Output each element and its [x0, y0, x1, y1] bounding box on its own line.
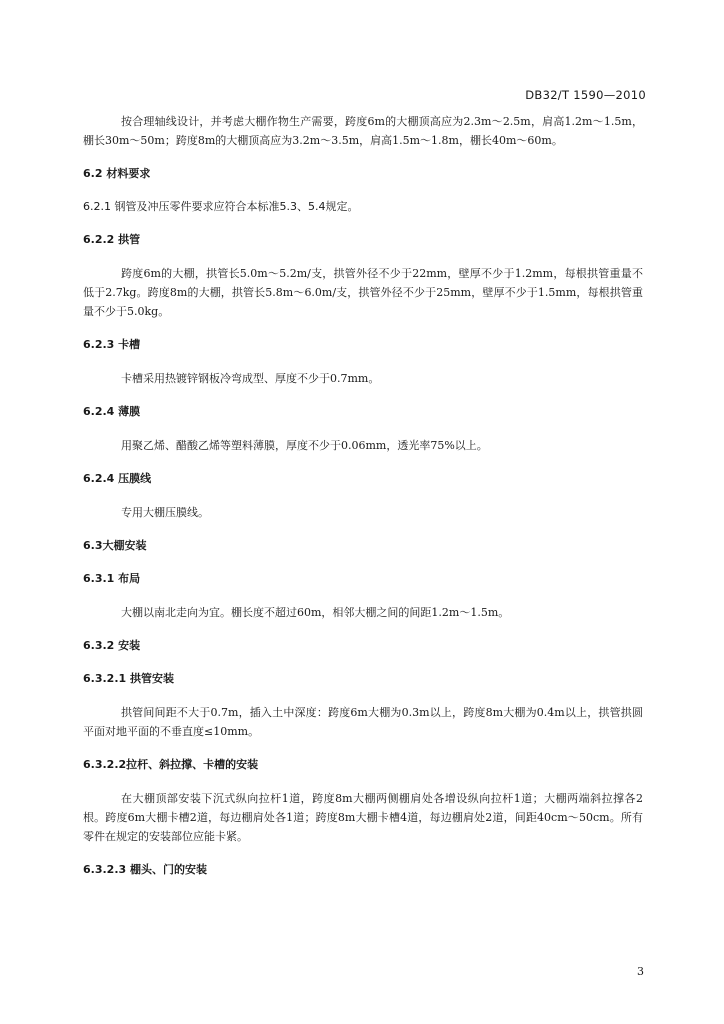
paragraph: 卡槽采用热镀锌钢板冷弯成型、厚度不少于0.7mm。	[121, 372, 380, 385]
clause-heading: 6.3.2 安装	[83, 639, 141, 652]
paragraph: 跨度6m的大棚，拱管长5.0m～5.2m/支，拱管外径不少于22mm，壁厚不少于1.2mm，每根拱管重量不低于2.7kg。跨度8m的大棚，拱管长5.8m～6.0m/支，拱管外径不少于25mm，壁厚不少于1.5mm，每根拱管重量不少于5.0kg。	[83, 267, 643, 318]
clause-heading: 6.2.3 卡槽	[83, 338, 141, 351]
subclause-heading: 6.3.2.3 棚头、门的安装	[83, 863, 207, 876]
page-number: 3	[637, 965, 644, 978]
paragraph: 用聚乙烯、醋酸乙烯等塑料薄膜，厚度不少于0.06mm，透光率75%以上。	[121, 439, 488, 452]
paragraph: 在大棚顶部安装下沉式纵向拉杆1道，跨度8m大棚两侧棚肩处各增设纵向拉杆1道；大棚两端斜拉撑各2根。跨度6m大棚卡槽2道，每边棚肩处各1道；跨度8m大棚卡槽4道，每边棚肩处2道，间距40cm～50cm。所有零件在规定的安装部位应能卡紧。	[83, 792, 643, 843]
standard-code: DB32/T 1590—2010	[525, 88, 646, 102]
paragraph: 大棚以南北走向为宜。棚长度不超过60m，相邻大棚之间的间距1.2m～1.5m。	[121, 606, 510, 619]
subclause-heading: 6.3.2.1 拱管安装	[83, 672, 174, 685]
document-body	[83, 112, 643, 879]
clause-heading: 6.2.1 钢管及冲压零件要求应符合本标准5.3、5.4规定。	[83, 200, 359, 213]
paragraph: 按合理轴线设计，并考虑大棚作物生产需要，跨度6m的大棚顶高应为2.3m～2.5m，肩高1.2m～1.5m，棚长30m～50m；跨度8m的大棚顶高应为3.2m～3.5m，肩高1.5m～1.8m，棚长40m～60m。	[83, 115, 643, 147]
paragraph: 拱管间间距不大于0.7m，插入土中深度：跨度6m大棚为0.3m以上，跨度8m大棚为0.4m以上，拱管拱圆平面对地平面的不垂直度≤10mm。	[83, 706, 643, 738]
clause-heading: 6.2.2 拱管	[83, 233, 141, 246]
clause-heading: 6.3.1 布局	[83, 572, 141, 585]
paragraph: 专用大棚压膜线。	[121, 506, 209, 519]
clause-heading: 6.2.4 压膜线	[83, 472, 152, 485]
clause-heading: 6.2.4 薄膜	[83, 405, 141, 418]
section-heading: 6.3大棚安装	[83, 539, 147, 552]
section-heading: 6.2 材料要求	[83, 167, 151, 180]
subclause-heading: 6.3.2.2拉杆、斜拉撑、卡槽的安装	[83, 758, 259, 771]
